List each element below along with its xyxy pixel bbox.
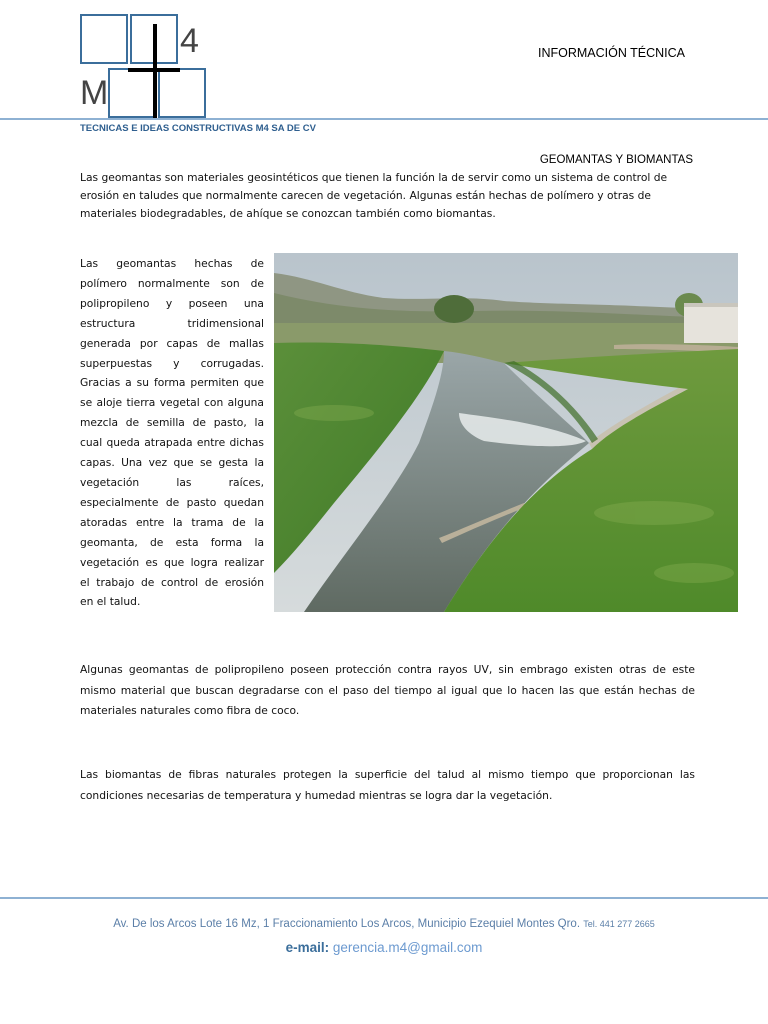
logo-bar-horizontal	[128, 68, 180, 72]
footer-divider	[0, 897, 768, 899]
biomantas-paragraph: Las biomantas de fibras naturales protegen la superficie del talud al mismo tiempo que proporcionan las condiciones necesarias de temperatura y humedad mientras se logra dar la vegetación.	[80, 768, 695, 802]
photo-drainage-channel	[274, 253, 738, 612]
logo-square-bottom-middle	[108, 68, 156, 118]
intro-paragraph: Las geomantas son materiales geosintéticos que tienen la función la de servir como un sistema de control de erosión en taludes que normalmente carecen de vegetación. Algunas están hechas de polímero y otras de materiales biodegradables, de ahíque se conozcan también como biomantas.	[80, 171, 668, 221]
header-divider	[0, 118, 768, 120]
email-label: e-mail:	[285, 940, 330, 955]
phone-number: Tel. 441 277 2665	[583, 919, 655, 929]
section-title: GEOMANTAS Y BIOMANTAS	[539, 154, 693, 166]
geomanta-description-paragraph: Las geomantas hechas de polímero normalmente son de polipropileno y poseen una estructura tridimensional generada por capas de mallas superpuestas y corrugadas. Gracias a su forma permiten que se aloje tierra vegetal con alguna mezcla de semilla de pasto, la cual queda atrapada entre dichas capas. Una vez que se gesta la vegetación las raíces, especialmente de pasto quedan atoradas entre la trama de la geomanta, de esta forma la vegetación es que logra realizar el trabajo de control de erosión en el talud.	[80, 257, 264, 609]
logo-glyph-4: 4	[180, 22, 199, 60]
logo-bar-vertical	[153, 24, 157, 120]
email-link[interactable]: gerencia.m4@gmail.com	[332, 940, 483, 955]
channel-illustration	[274, 253, 738, 612]
uv-protection-paragraph: Algunas geomantas de polipropileno poseen protección contra rayos UV, sin embrago existen otras de este mismo material que buscan degradarse con el paso del tiempo al igual que lo hacen las que están hechas de materiales naturales como fibra de coco.	[80, 663, 695, 717]
footer-address	[0, 918, 768, 930]
footer-email	[0, 940, 768, 955]
document-label: INFORMACIÓN TÉCNICA	[538, 46, 685, 60]
address-text: Av. De los Arcos Lote 16 Mz, 1 Fraccionamiento Los Arcos, Municipio Ezequiel Montes Qro.	[113, 918, 581, 930]
company-name: TECNICAS E IDEAS CONSTRUCTIVAS M4 SA DE CV	[80, 123, 316, 134]
company-logo	[80, 14, 210, 120]
logo-square-top-left	[80, 14, 128, 64]
logo-glyph-m: M	[80, 74, 109, 112]
logo-square-bottom-right	[158, 68, 206, 118]
